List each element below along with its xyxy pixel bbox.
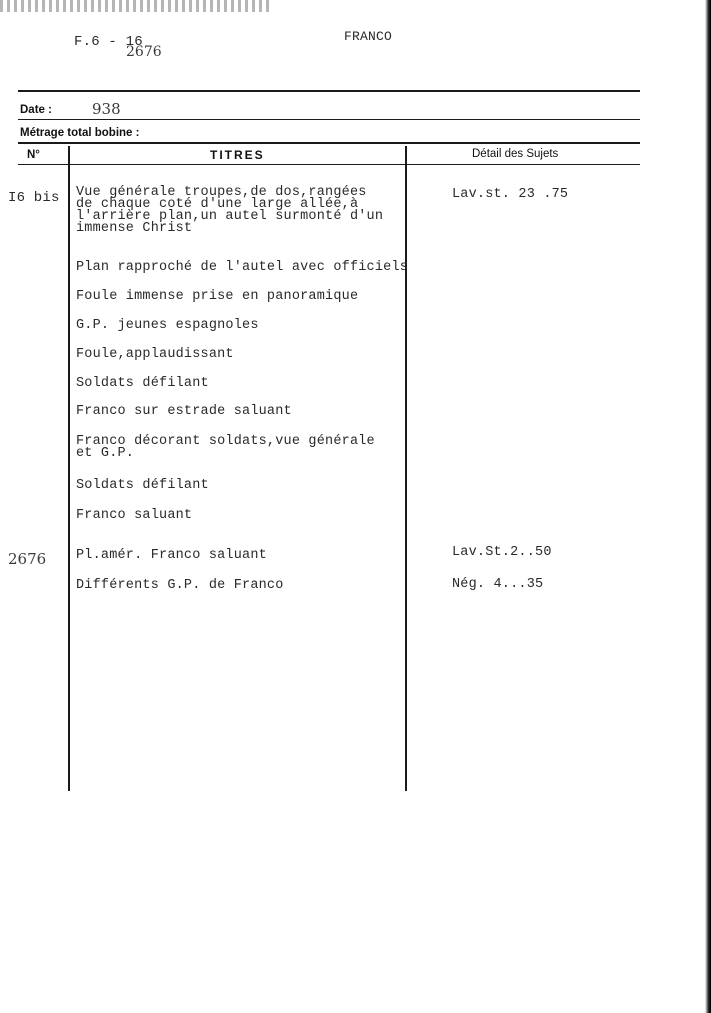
column-divider-left [68,146,70,791]
row-detail: Lav.St.2..50 [452,545,552,560]
row-number: I6 bis [8,190,60,206]
row-title: Franco sur estrade saluant [76,404,292,419]
date-value: 938 [92,100,121,118]
rule-top [18,90,640,92]
row-title: Pl.amér. Franco saluant [76,548,267,563]
row-title: Soldats défilant [76,478,209,493]
scan-edge [705,0,711,1013]
rule-date [18,119,640,120]
reference-number-handwritten: 2676 [126,44,162,60]
row-detail: Lav.st. 23 .75 [452,187,569,202]
row-title: Soldats défilant [76,376,209,391]
row-detail: Nég. 4...35 [452,577,544,592]
row-title: Plan rapproché de l'autel avec officiels [76,260,409,275]
metrage-label: Métrage total bobine : [20,127,140,139]
row-title: Différents G.P. de Franco [76,578,284,593]
row-title: G.P. jeunes espagnoles [76,318,259,333]
row-title: Franco saluant [76,508,193,523]
row-number: 2676 [8,550,47,568]
rule-header [18,164,640,165]
scan-noise [0,0,270,12]
row-title: Foule,applaudissant [76,347,234,362]
subject-title: FRANCO [344,29,393,44]
row-title: Vue générale troupes,de dos,rangées de chaque coté d'une large allée,à l'arrière plan,un autel surmonté d'un immense Christ [76,185,384,236]
column-header-detail: Détail des Sujets [472,148,559,160]
row-title: Franco décorant soldats,vue générale et G.P. [76,434,375,461]
date-label: Date : [20,104,52,116]
reference-number: F.6 - 16 [74,34,143,50]
column-header-number: N° [27,149,40,161]
row-title: Foule immense prise en panoramique [76,289,359,304]
column-header-titres: TITRES [210,148,265,162]
column-divider-right [405,146,407,791]
rule-metrage [18,142,640,144]
